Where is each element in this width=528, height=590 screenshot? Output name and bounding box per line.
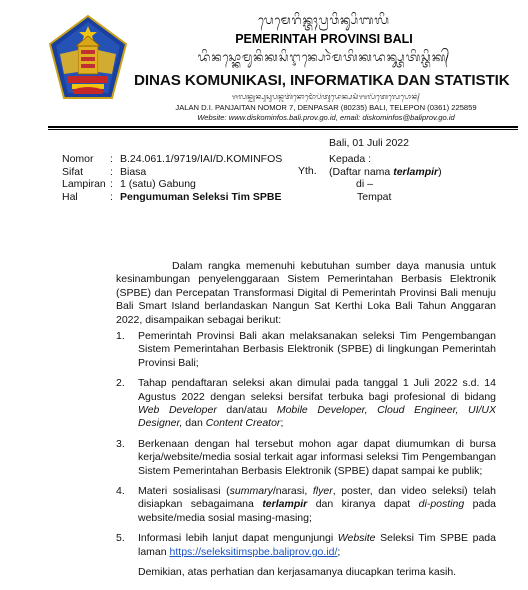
balinese-script-line-2: ᬤᬶᬦᬲ᭄ᬓᭀᬫᬸᬦᬶᬓᬲᬶᬇᬦ᭄ᬧᭀᬃᬫᬢᬶᬓᬤᬦ᭄ᬲ᭄ᬢᬢᬶᬲ᭄ᬢᬶᬓ᭄ [197,50,451,64]
lampiran-value: 1 (satu) Gabung [120,178,196,190]
text-run: pada website/media sosial masing-masing; [138,498,497,524]
agency-address: JALAN D.I. PANJAITAN NOMOR 7, DENPASAR (80235) BALI, TELEPON (0361) 225859 [175,103,477,112]
colon: : [110,165,113,178]
colon: : [110,190,113,203]
list-text: Berkenaan dengan hal tersebut mohon agar dapat diumumkan di bursa kerja/website/media sosial terkait agar informasi seleksi Tim Pengembangan Sistem Pemerintahan Berbasis Elektronik (SPBE) dapat sampai ke publik; [138,437,496,477]
intro-paragraph: Dalam rangka memenuhi kebutuhan sumber daya manusia untuk kesinambungan penyelenggaraan Sistem Pemerintahan Berbasis Elektronik (SPBE) dan Percepatan Transformasi Digital di Pemerintah Provinsi Bali menuju Bali Smart Island berlandaskan Nangun Sat Kerthi Loka Bali Tahun Anggaran 2022, disampaikan sebagai berikut: [116,260,496,326]
text-run-italic: Website [337,532,376,545]
recipient-block [329,153,442,203]
letterhead-rule-thick [48,126,518,128]
text-run: Seleksi Tim SPBE pada laman [138,532,496,558]
recipient-list [329,166,442,179]
list-text [138,485,496,525]
letterhead-rule-thin [48,129,518,130]
letter-meta [62,153,282,203]
agency-title: DINAS KOMUNIKASI, INFORMATIKA DAN STATISTIK [134,72,510,89]
meta-row-hal [62,191,282,204]
text-run-italic: Web Developer [138,404,217,417]
colon: : [110,178,113,190]
list-text [138,532,496,559]
hal-label: Hal [62,190,78,203]
provincial-emblem-logo [48,14,128,100]
text-run-italic: Content Creator [205,417,281,430]
tempat-label: Tempat [357,190,392,203]
agency-contact [136,113,516,122]
text-run-italic: flyer [312,485,333,498]
text-run-bold-italic: terlampir [262,498,308,511]
kepada-label: Kepada : [329,153,372,165]
list-item [116,377,496,431]
list-number: 5. [116,532,125,545]
text-run: dan kiranya dapat [307,498,419,511]
daftar-close: ) [438,165,442,178]
government-title: PEMERINTAH PROVINSI BALI [235,32,413,46]
letterhead-top [134,12,514,65]
di-label: di – [356,178,373,190]
list-item [116,532,496,559]
text-run-italic: Mobile Developer, Cloud Engineer, UI/UX Designer, [138,404,496,430]
nomor-label: Nomor [62,153,94,165]
text-run: , poster, dan video seleksi) telah disiapkan sebagaimana [138,485,496,511]
list-text: Pemerintah Provinsi Bali akan melaksanakan seleksi Tim Pengembangan Sistem Pemerintahan Berbasis Elektronik (SPBE) di lingkungan Pemerintah Provinsi Bali; [138,330,496,369]
closing-sentence: Demikian, atas perhatian dan kerjasamanya diucapkan terima kasih. [138,566,457,578]
text-run: Informasi lebih lanjut dapat mengunjungi [138,532,338,545]
list-item [116,438,496,478]
meta-row-lampiran [62,178,282,191]
list-number: 3. [116,437,125,450]
text-run: dan/atau [216,404,277,417]
lampiran-label: Lampiran [62,178,106,190]
text-run: /narasi, [272,485,313,498]
hal-value: Pengumuman Seleksi Tim SPBE [120,190,282,203]
daftar-open: (Daftar nama [329,165,394,178]
meta-row-sifat [62,166,282,179]
list-number: 2. [116,377,125,390]
list-item [116,485,496,525]
selection-website-link[interactable]: https://seleksitimspbe.baliprov.go.id/ [169,545,338,558]
balinese-script-line-1: ᬧᬾᬫᬾᬭᬶᬦ᭄ᬢᬄᬧ᭄ᬭᬯᬶᬦ᭄ᬲᬶᬩᬮᬶ [258,13,390,27]
list-number: 1. [116,330,125,342]
text-run: Materi sosialisasi ( [138,485,230,498]
numbered-list [116,330,496,566]
meta-row-nomor [62,153,282,166]
letter-date: Bali, 01 Juli 2022 [329,137,409,149]
text-run-italic: summary [229,485,273,498]
daftar-emphasis: terlampir [393,165,439,178]
sifat-value: Biasa [120,165,147,178]
website-text: : www.diskominfos.bali.prov.go.id, email: diskominfos@baliprov.go.id [224,113,455,122]
colon: : [110,153,113,165]
balinese-script-line-3: ᬚᬮᬦ᭄ᬤ᭄ᬬᬦ᭄ᬧᬸᬲᬸᬧᬦ᭄ᬚᬢᬶᬦᭀᬫᭀᬃᬧᬶᬢᬸᬤᬾᬦ᭄ᬧᬲᬃᬩᬮᬶᬢᬾᬮᬾᬧᭀᬦ᭄ [231,93,421,101]
text-run-italic: di-posting [418,498,465,511]
nomor-value: B.24.061.1/9719/IAI/D.KOMINFOS [120,153,283,165]
text-run: ; [337,545,341,558]
yth-salutation: Yth. [298,165,317,177]
list-item [116,330,496,370]
text-run: ; [280,417,284,430]
list-number: 4. [116,485,125,498]
text-run: dan [182,417,206,430]
list-text [138,377,496,431]
sifat-label: Sifat [62,165,84,178]
website-label: Website [197,113,225,122]
text-run: Tahap pendaftaran seleksi akan dimulai pada tanggal 1 Juli 2022 s.d. 14 Agustus 2022 dengan seleksi bersifat terbuka bagi profesional di bidang [138,377,496,403]
